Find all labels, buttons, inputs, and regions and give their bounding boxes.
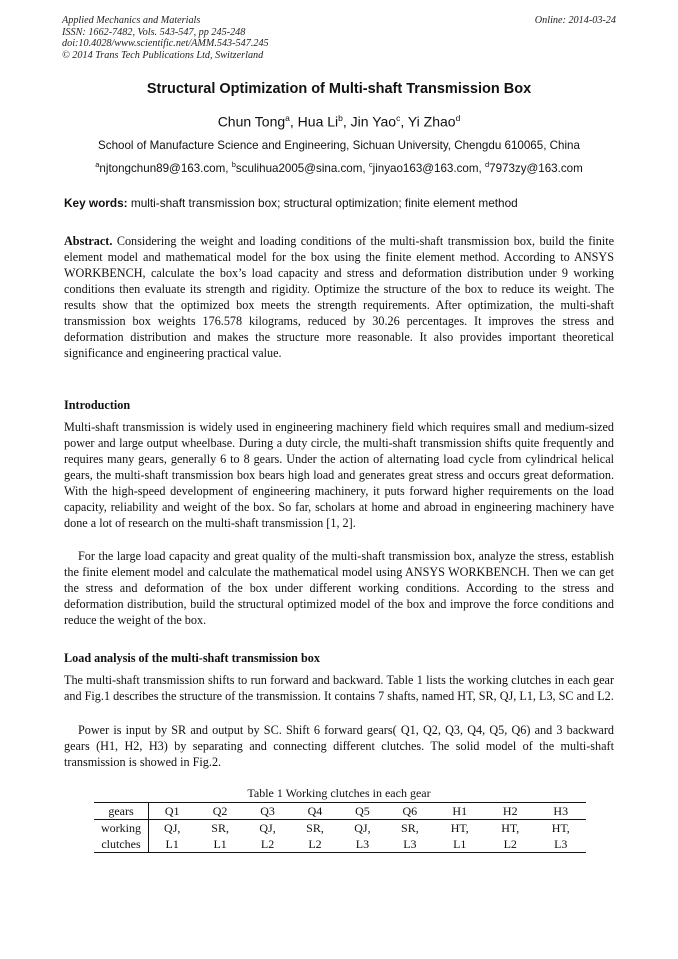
table-cell: QJ,: [259, 821, 276, 835]
table-cell: Q2: [195, 803, 244, 820]
table-cell: QJ,: [164, 821, 181, 835]
table-caption: Table 1 Working clutches in each gear: [247, 786, 431, 800]
clutch-table: [94, 802, 586, 853]
table-cell: L3: [385, 836, 434, 853]
table-cell: L3: [535, 836, 586, 853]
author-sup: a: [285, 113, 290, 123]
table-cell: H2: [485, 803, 535, 820]
email-sup: c: [368, 160, 373, 169]
journal-name: Applied Mechanics and Materials: [62, 15, 201, 26]
table-cell: Q1: [149, 803, 196, 820]
abstract-label: Abstract.: [64, 234, 113, 248]
email-sup: a: [95, 160, 100, 169]
author-name: Yi Zhao: [407, 113, 456, 130]
intro-paragraph-2: For the large load capacity and great quality of the multi-shaft transmission box, analyze the stress, establish the finite element model and calculate the mathematical model using ANSYS WORKBENCH. Then we can get the stress and deformation of the box under different working conditions. According to the stress and deformation distribution, build the structural optimized model of the box and improve the force conditions and reduce the weight of the box.: [64, 549, 614, 627]
table-cell: working: [94, 820, 149, 837]
load-paragraph-2: Power is input by SR and output by SC. Shift 6 forward gears( Q1, Q2, Q3, Q4, Q5, Q6) and 3 backward gears (H1, H2, H3) by separating and connecting different clutches. The solid model of the multi-shaft transmission is showed in Fig.2.: [64, 723, 614, 769]
journal-info: [62, 15, 462, 61]
keywords: [64, 196, 616, 210]
affiliation: School of Manufacture Science and Engineering, Sichuan University, Chengdu 610065, China: [98, 139, 580, 152]
email-sup: b: [231, 160, 236, 169]
author-name: Jin Yao: [350, 113, 397, 130]
table-header-row: [94, 803, 586, 820]
table-cell: Q3: [245, 803, 291, 820]
table-cell: SR,: [211, 821, 229, 835]
table-cell: L2: [290, 836, 339, 853]
load-paragraph-1: The multi-shaft transmission shifts to run forward and backward. Table 1 lists the working clutches in each gear and Fig.1 describes the structure of the transmission. It contains 7 shafts, named HT, SR, QJ, L1, L3, SC and L2.: [64, 673, 614, 703]
table-cell: L1: [195, 836, 244, 853]
author-list: Chun Tong$^a$, Hua Li$^b$, Jin Yao$^c$, Yi Zhao$^d$: [217, 113, 461, 130]
online-date: Online: 2014-03-24: [534, 15, 616, 26]
keywords-text: multi-shaft transmission box; structural optimization; finite element method: [127, 196, 518, 210]
table-row: [94, 836, 586, 853]
table-cell: clutches: [94, 836, 149, 853]
table-cell: SR,: [401, 821, 419, 835]
table-cell: Q6: [385, 803, 434, 820]
table-cell: L1: [149, 836, 196, 853]
table-cell: H3: [535, 803, 586, 820]
email-address[interactable]: njtongchun89@163.com: [99, 161, 226, 175]
table-cell: Q5: [340, 803, 386, 820]
journal-copyright: © 2014 Trans Tech Publications Ltd, Switzerland: [62, 49, 264, 61]
abstract-text: Considering the weight and loading conditions of the multi-shaft transmission box, build the finite element model and mathematical model for the box using the finite element method. According to ANSYS WORKBENCH, calculate the box’s load capacity and stress and deformation distribution under 9 working conditions then evaluate its strength and rigidity. Optimize the structure of the box to reduce its weight. The results show that the optimized box meets the strength requirements. After optimization, the multi-shaft transmission box weights 176.578 kilograms, reduced by 30.26 percentages. It improves the stress and deformation distribution and makes the structure more reasonable. It also provides important theoretical significance and engineering practical value.: [64, 234, 614, 360]
keywords-label: Key words:: [64, 196, 128, 210]
table-cell: HT,: [450, 821, 469, 835]
table-cell: QJ,: [354, 821, 371, 835]
table-cell: HT,: [501, 821, 520, 835]
abstract: [64, 233, 614, 361]
section-heading-introduction: Introduction: [64, 398, 131, 412]
email-list: $^a$njtongchun89@163.com, $^b$sculihua2005@sina.com, $^c$jinyao163@163.com, $^d$7973zy@163.com: [95, 160, 583, 175]
email-address[interactable]: jinyao163@163.com: [372, 161, 479, 175]
table-cell: SR,: [306, 821, 324, 835]
table-cell: L3: [340, 836, 386, 853]
table-cell: gears: [94, 803, 149, 820]
table-cell: H1: [435, 803, 485, 820]
intro-paragraph-1: Multi-shaft transmission is widely used in engineering machinery field which requires small and medium-sized power and large output wheelbase. During a duty circle, the multi-shaft transmission shifts quite frequently and requires many gears, generally 6 to 8 gears. Under the action of alternating load cycle from cylindrical helical gears, the multi-shaft transmission box bears high load and generates great stress and occurs great deformation. With the high-speed development of engineering machinery, it puts forward higher requirements on the load capacity, reliability and weight of the box. So far, scholars at home and abroad in engineering machinery have done a lot of research on the multi-shaft transmission [1, 2].: [64, 420, 614, 530]
table-cell: HT,: [551, 821, 570, 835]
email-address[interactable]: 7973zy@163.com: [489, 161, 583, 175]
journal-doi: doi:10.4028/www.scientific.net/AMM.543-547.245: [62, 38, 269, 49]
section-heading-load-analysis: Load analysis of the multi-shaft transmission box: [64, 651, 320, 665]
table-row: [94, 820, 586, 837]
email-address[interactable]: sculihua2005@sina.com: [235, 161, 363, 175]
journal-issn: ISSN: 1662-7482, Vols. 543-547, pp 245-248: [62, 26, 246, 38]
email-sup: d: [484, 160, 490, 169]
author-name: Chun Tong: [217, 113, 286, 130]
table-cell: L2: [485, 836, 535, 853]
table-cell: L1: [435, 836, 485, 853]
author-sup: b: [338, 113, 343, 123]
author-sup: c: [396, 113, 401, 123]
author-name: Hua Li: [297, 113, 339, 130]
table-cell: L2: [245, 836, 291, 853]
table-cell: Q4: [290, 803, 339, 820]
paper-title: Structural Optimization of Multi-shaft Transmission Box: [146, 81, 532, 97]
author-sup: d: [455, 113, 461, 123]
